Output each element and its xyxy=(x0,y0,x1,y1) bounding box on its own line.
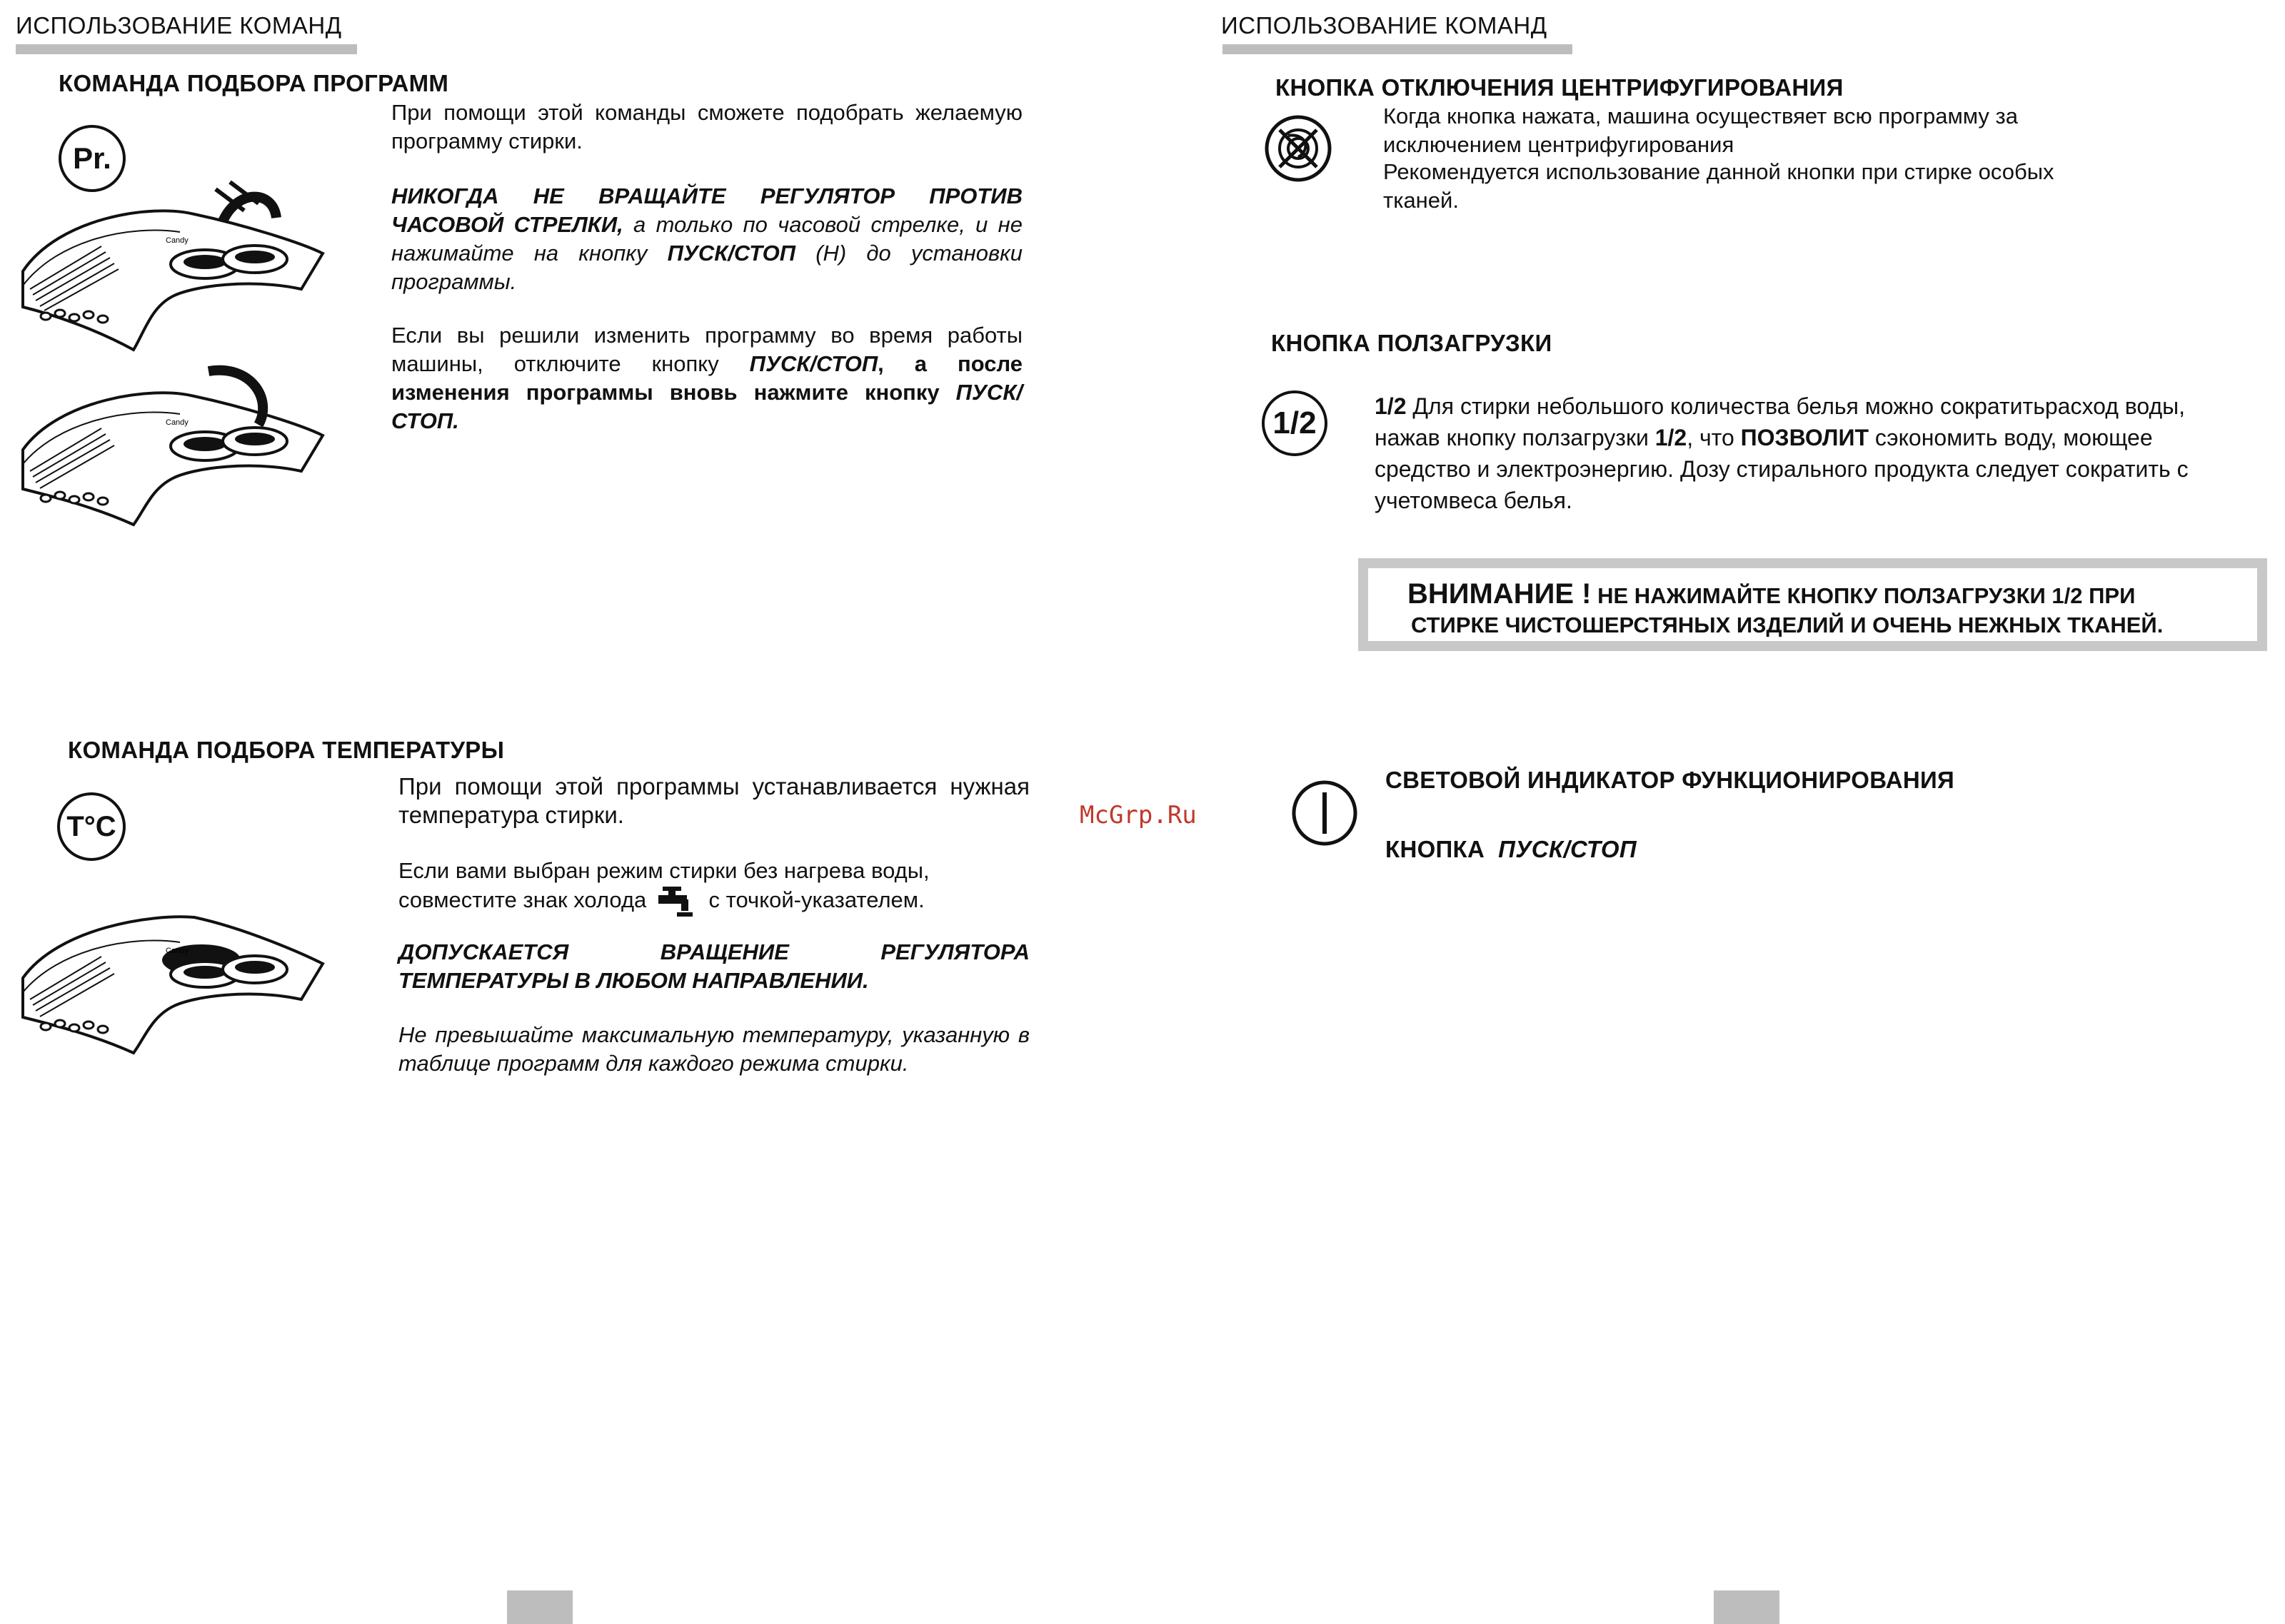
warning-line-2: СТИРКЕ ЧИСТОШЕРСТЯНЫХ ИЗДЕЛИЙ И ОЧЕНЬ НЕЖНЫХ ТКАНЕЙ. xyxy=(1411,612,2164,637)
program-change-mid: , а после изменения программы вновь нажмите кнопку xyxy=(391,351,1023,405)
spin-line-3: Рекомендуется использование данной кнопки при стирке особых xyxy=(1383,159,2054,184)
temperature-paragraph-4: Не превышайте максимальную температуру, указанную в таблице программ для каждого режима стирки. xyxy=(398,1022,1030,1076)
program-paragraph-3 xyxy=(391,321,1023,435)
program-change-start-stop-1: ПУСК/СТОП xyxy=(749,351,878,376)
control-panel-illustration-1 xyxy=(16,161,330,360)
half-load-line-2-bold: 1/2 xyxy=(1654,425,1687,450)
no-spin-icon xyxy=(1264,114,1332,183)
half-load-line-2-bold2: ПОЗВОЛИТ xyxy=(1740,425,1869,450)
right-header: ИСПОЛЬЗОВАНИЕ КОМАНД xyxy=(1221,12,1547,39)
spin-line-2: исключением центрифугирования xyxy=(1383,132,1734,157)
spin-line-1: Когда кнопка нажата, машина осуществяет всю программу за xyxy=(1383,104,2018,128)
spin-section-title: КНОПКА ОТКЛЮЧЕНИЯ ЦЕНТРИФУГИРОВАНИЯ xyxy=(1275,74,1844,101)
start-stop-label-name: ПУСК/СТОП xyxy=(1498,836,1637,862)
power-indicator-icon xyxy=(1291,780,1358,847)
half-load-line-2-c: сэкономить воду, моющее xyxy=(1868,425,2153,450)
temperature-icon-label: T°C xyxy=(66,810,116,842)
half-load-line-1-bold: 1/2 xyxy=(1375,393,1407,419)
half-load-text xyxy=(1375,390,2189,516)
program-icon-label: Pr. xyxy=(73,141,111,175)
right-page-number-box xyxy=(1714,1590,1779,1624)
left-header: ИСПОЛЬЗОВАНИЕ КОМАНД xyxy=(16,12,342,39)
half-load-line-4: учетомвеса белья. xyxy=(1375,488,1572,513)
warning-text-1: НЕ НАЖИМАЙТЕ КНОПКУ ПОЛЗАГРУЗКИ 1/2 ПРИ xyxy=(1591,583,2136,608)
half-load-line-1-text: Для стирки небольшого количества белья можно сократитьрасход воды, xyxy=(1406,393,2186,419)
program-paragraph-2 xyxy=(391,182,1023,296)
control-panel-illustration-2 xyxy=(16,357,330,528)
half-load-line-2-a: нажав кнопку ползагрузки xyxy=(1375,425,1655,450)
half-load-line-1 xyxy=(1375,390,2189,422)
program-warning-mid: а только по часовой стрелке, и не нажимайте на кнопку xyxy=(391,212,1023,266)
control-panel-illustration-3 xyxy=(16,885,330,1056)
temperature-cold-text-b: с точкой-указателем. xyxy=(708,887,925,913)
half-load-icon-label: 1/2 xyxy=(1272,405,1317,440)
right-header-bar xyxy=(1222,44,1572,54)
program-warning-end: (H) до установки программы. xyxy=(391,241,1023,294)
left-header-bar xyxy=(16,44,357,54)
half-load-icon xyxy=(1262,390,1327,456)
program-warning-bold: НИКОГДА НЕ ВРАЩАЙТЕ РЕГУЛЯТОР ПРОТИВ ЧАСОВОЙ СТРЕЛКИ, xyxy=(391,183,1023,237)
left-page-number-box xyxy=(507,1590,573,1624)
start-stop-label-prefix: КНОПКА xyxy=(1385,836,1485,862)
program-warning-start-stop: ПУСК/СТОП xyxy=(667,241,796,266)
program-change-start: Если вы решили изменить программу во время работы машины, отключите кнопку xyxy=(391,323,1023,376)
spin-line-4: тканей. xyxy=(1383,188,1459,213)
warning-line-1 xyxy=(1407,578,2135,610)
warning-box xyxy=(1358,558,2267,651)
tap-icon xyxy=(653,885,703,918)
half-load-line-2-b: , что xyxy=(1687,425,1741,450)
program-paragraph-1: При помощи этой команды сможете подобрать желаемую программу стирки. xyxy=(391,100,1023,153)
warning-title: ВНИМАНИЕ ! xyxy=(1407,578,1592,610)
temperature-icon xyxy=(57,792,126,861)
panel-brand-1: Candy xyxy=(166,236,189,245)
half-load-line-3: средство и электроэнергию. Дозу стирального продукта следует сократить с xyxy=(1375,456,2189,482)
temperature-paragraph-2 xyxy=(398,857,1030,918)
panel-brand-3: Candy xyxy=(166,947,189,955)
temperature-section-title: КОМАНДА ПОДБОРА ТЕМПЕРАТУРЫ xyxy=(68,737,505,763)
program-change-start-stop-2: ПУСК/СТОП. xyxy=(391,380,1023,433)
start-stop-label xyxy=(1385,836,1637,863)
temperature-cold-text-a: Если вами выбран режим стирки без нагрева воды, совместите знак холода xyxy=(398,858,930,913)
watermark: McGrp.Ru xyxy=(1080,801,1197,829)
half-load-line-2 xyxy=(1375,422,2189,453)
indicator-title: СВЕТОВОЙ ИНДИКАТОР ФУНКЦИОНИРОВАНИЯ xyxy=(1385,767,1955,793)
temperature-paragraph-1: При помощи этой программы устанавливается нужная температура стирки. xyxy=(398,773,1030,828)
temperature-paragraph-3: ДОПУСКАЕТСЯ ВРАЩЕНИЕ РЕГУЛЯТОРА ТЕМПЕРАТУРЫ В ЛЮБОМ НАПРАВЛЕНИИ. xyxy=(398,939,1030,993)
half-load-section-title: КНОПКА ПОЛЗАГРУЗКИ xyxy=(1271,330,1552,356)
panel-brand-2: Candy xyxy=(166,418,189,427)
program-section-title: КОМАНДА ПОДБОРА ПРОГРАММ xyxy=(59,70,449,96)
